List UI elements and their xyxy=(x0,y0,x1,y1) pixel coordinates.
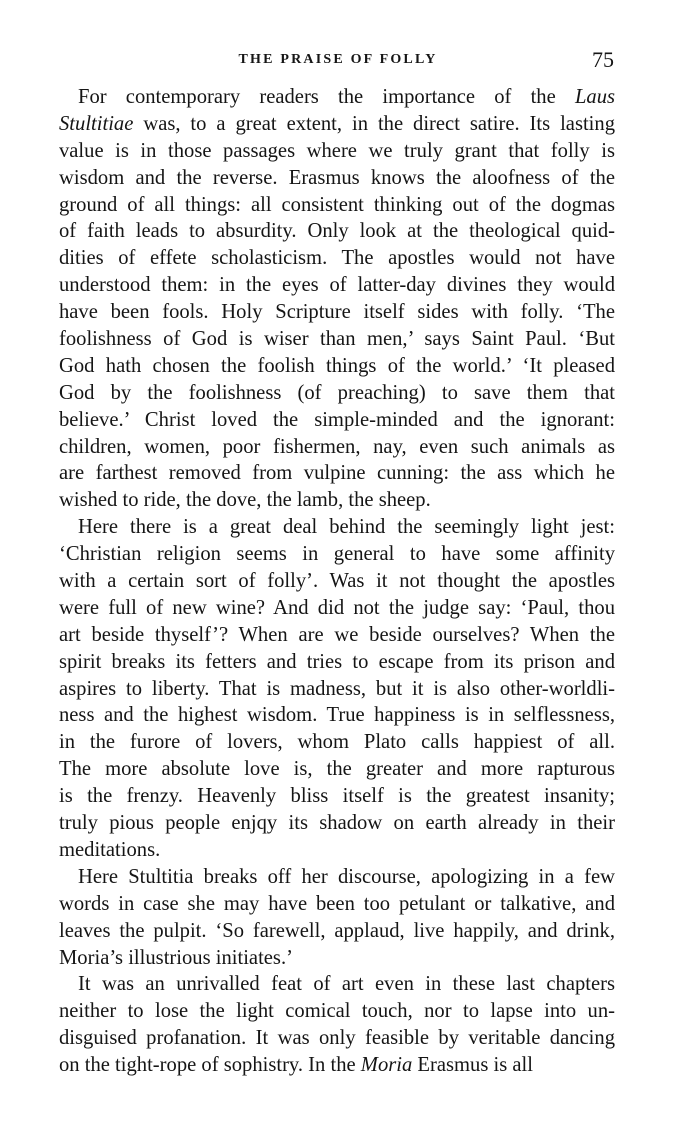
text-line xyxy=(59,945,615,972)
text-run: Erasmus is all xyxy=(412,1054,533,1077)
text-run: For contemporary readers the importance of the xyxy=(78,86,575,108)
running-header xyxy=(60,46,616,76)
text-run: of faith leads to absurdity. Only look at the theological quid- xyxy=(59,220,615,243)
text-line xyxy=(59,864,615,891)
text-line xyxy=(59,998,615,1025)
text-run: value is in those passages where we truly grant that folly is xyxy=(59,139,615,162)
text-run: have been fools. Holy Scripture itself sides with folly. ‘The xyxy=(59,301,615,324)
text-line xyxy=(59,245,615,272)
page-number: 75 xyxy=(592,47,614,72)
text-run: Moria’s illustrious initiates.’ xyxy=(59,946,293,969)
paragraph xyxy=(59,84,615,514)
text-line xyxy=(59,595,615,622)
text-run: leaves the pulpit. ‘So farewell, applaud, live happily, and drink, xyxy=(59,919,615,942)
text-line xyxy=(59,460,615,487)
text-line xyxy=(59,1052,615,1079)
text-run: were full of new wine? And did not the judge say: ‘Paul, thou xyxy=(59,596,615,619)
text-line xyxy=(59,353,615,380)
text-line xyxy=(59,218,615,245)
text-run: spirit breaks its fetters and tries to escape from its prison and xyxy=(59,650,615,673)
text-run: God hath chosen the foolish things of the world.’ ‘It pleased xyxy=(59,354,615,377)
text-run: Here there is a great deal behind the seemingly light jest: xyxy=(78,516,615,539)
text-line xyxy=(59,111,615,138)
text-line xyxy=(59,756,615,783)
text-run: Here Stultitia breaks off her discourse, apologizing in a few xyxy=(78,865,615,888)
text-run: was, to a great extent, in the direct satire. Its lasting xyxy=(133,112,615,135)
paragraph xyxy=(59,514,615,864)
text-run: with a certain sort of folly’. Was it not thought the apostles xyxy=(59,570,615,593)
italic-title: Stultitiae xyxy=(59,112,134,135)
text-line xyxy=(59,918,615,945)
text-line xyxy=(59,676,615,703)
text-line xyxy=(59,192,615,219)
text-run: meditations. xyxy=(59,838,161,861)
text-run: The more absolute love is, the greater and more rapturous xyxy=(59,758,615,781)
text-line xyxy=(59,326,615,353)
text-run: aspires to liberty. That is madness, but it is also other-worldli- xyxy=(59,677,615,700)
text-line xyxy=(59,783,615,810)
text-run: understood them: in the eyes of latter-day divines they would xyxy=(59,274,615,297)
text-run: children, women, poor fishermen, nay, even such animals as xyxy=(59,435,615,458)
text-run: ‘Christian religion seems in general to have some affinity xyxy=(59,543,615,566)
text-run: truly pious people enjqy its shadow on earth already in their xyxy=(59,812,615,835)
italic-title: Moria xyxy=(360,1054,413,1077)
text-run: believe.’ Christ loved the simple-minded and the ignorant: xyxy=(59,408,615,431)
paragraph xyxy=(59,864,615,972)
text-line xyxy=(59,702,615,729)
text-line xyxy=(59,568,615,595)
text-line xyxy=(59,971,615,998)
text-run: It was an unrivalled feat of art even in these last chapters xyxy=(78,973,615,996)
text-run: is the frenzy. Heavenly bliss itself is the greatest insanity; xyxy=(59,785,615,808)
text-line xyxy=(59,1025,615,1052)
text-line xyxy=(59,891,615,918)
running-title: THE PRAISE OF FOLLY xyxy=(238,52,438,67)
text-run: dities of effete scholasticism. The apostles would not have xyxy=(59,247,615,270)
text-line xyxy=(59,434,615,461)
body-text xyxy=(59,84,615,1079)
text-run: God by the foolishness (of preaching) to save them that xyxy=(59,381,615,404)
text-line xyxy=(59,165,615,192)
text-run: are farthest removed from vulpine cunning: the ass which he xyxy=(59,462,615,485)
text-line xyxy=(59,272,615,299)
paragraph xyxy=(59,971,615,1079)
text-run: neither to lose the light comical touch, nor to lapse into un- xyxy=(59,1000,615,1023)
text-run: ness and the highest wisdom. True happiness is in selflessness, xyxy=(59,704,615,727)
text-line xyxy=(59,487,615,514)
text-run: words in case she may have been too petulant or talkative, and xyxy=(59,892,615,915)
text-line xyxy=(59,407,615,434)
text-line xyxy=(59,810,615,837)
text-line xyxy=(59,84,615,111)
text-run: wisdom and the reverse. Erasmus knows the aloofness of the xyxy=(59,166,615,189)
text-line xyxy=(59,622,615,649)
text-run: ground of all things: all consistent thinking out of the dogmas xyxy=(59,193,615,216)
text-line xyxy=(59,138,615,165)
text-run: on the tight-rope of sophistry. In the xyxy=(59,1054,361,1077)
italic-title: Laus xyxy=(574,86,615,108)
text-line xyxy=(59,299,615,326)
text-line xyxy=(59,837,615,864)
text-line xyxy=(59,729,615,756)
text-run: art beside thyself’? When are we beside ourselves? When the xyxy=(59,623,615,646)
text-run: foolishness of God is wiser than men,’ says Saint Paul. ‘But xyxy=(59,328,615,351)
text-run: wished to ride, the dove, the lamb, the sheep. xyxy=(59,489,431,512)
text-line xyxy=(59,514,615,541)
text-run: disguised profanation. It was only feasible by veritable dancing xyxy=(59,1027,615,1050)
text-line xyxy=(59,380,615,407)
text-line xyxy=(59,649,615,676)
text-line xyxy=(59,541,615,568)
text-run: in the furore of lovers, whom Plato calls happiest of all. xyxy=(59,731,615,754)
